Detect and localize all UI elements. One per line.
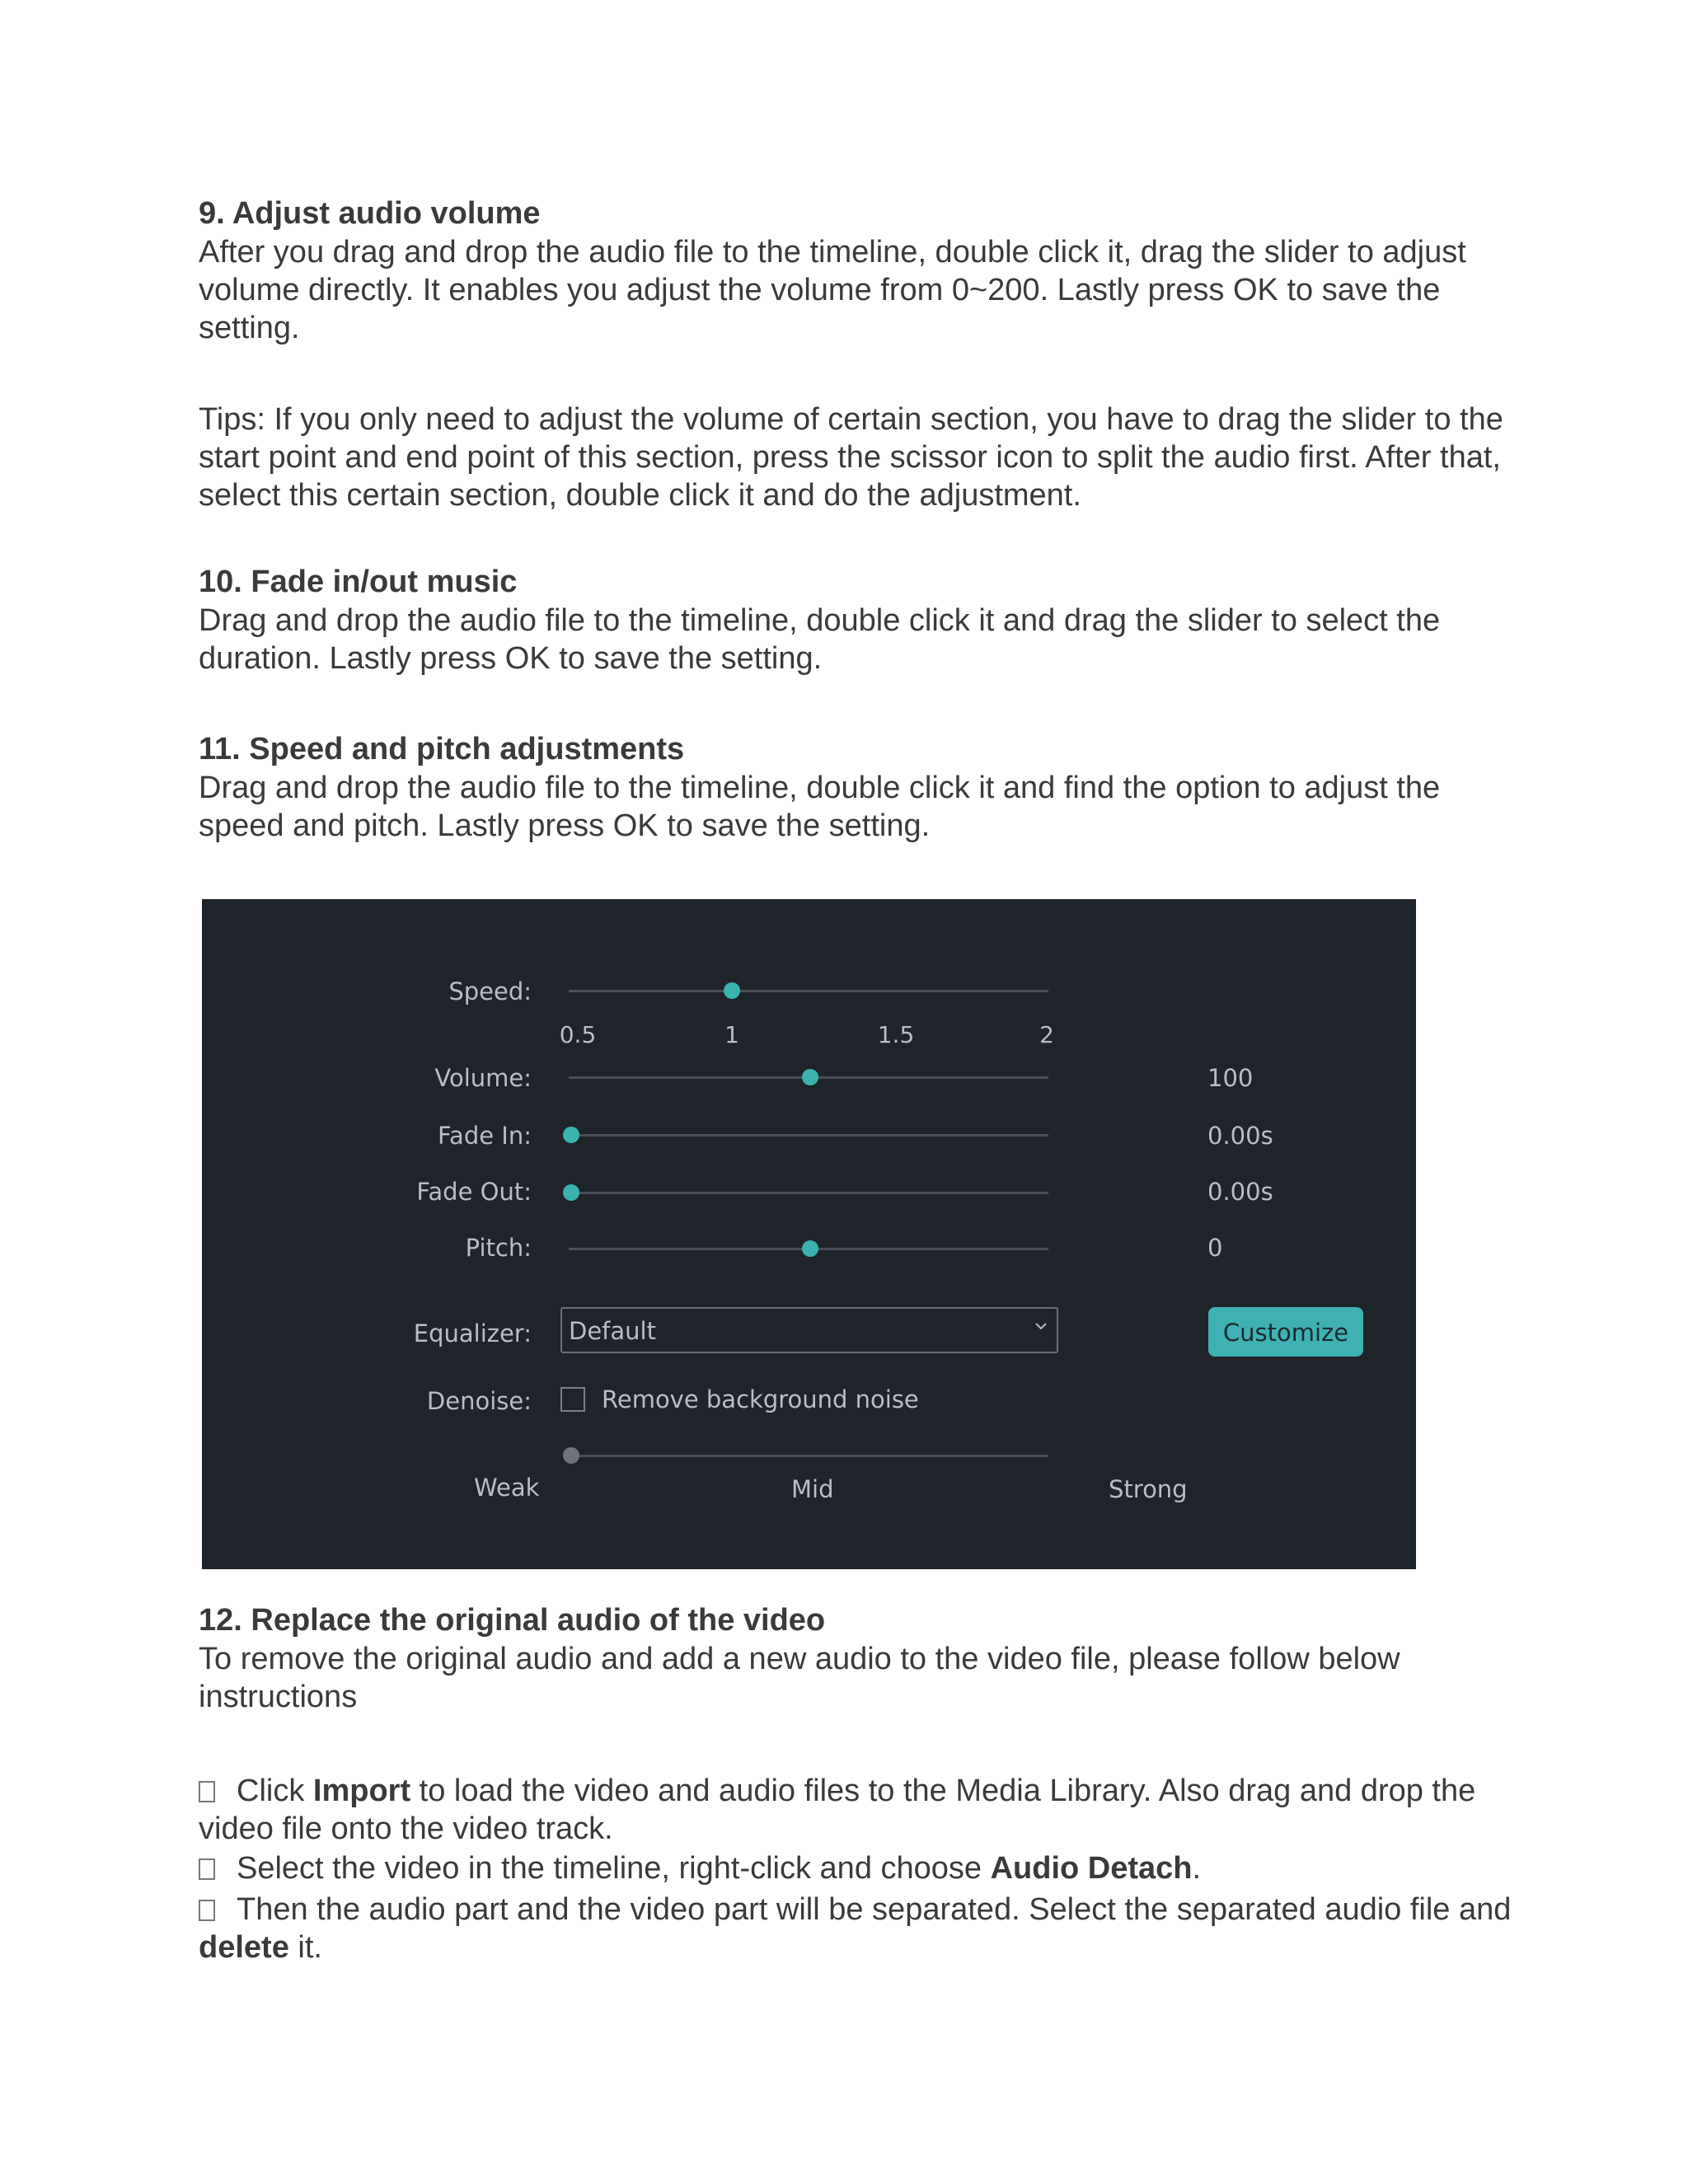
heading-adjust-volume: 9. Adjust audio volume (199, 196, 541, 231)
heading-speed-pitch: 11. Speed and pitch adjustments (199, 732, 685, 766)
bullet-box-icon (199, 1781, 215, 1802)
fadeout-value: 0.00s (1207, 1178, 1273, 1206)
step2-text: Select the video in the timeline, right-click and choose (237, 1851, 991, 1886)
denoise-mid-label: Mid (791, 1475, 834, 1503)
remove-noise-checkbox[interactable] (560, 1387, 585, 1412)
audio-settings-panel (202, 899, 1416, 1569)
heading-fade: 10. Fade in/out music (199, 565, 518, 599)
pitch-value: 0 (1207, 1234, 1223, 1262)
speed-tick-1-5: 1.5 (877, 1021, 915, 1048)
fadeout-slider-track[interactable] (569, 1192, 1048, 1194)
bullet-box-icon (199, 1900, 215, 1921)
pitch-label: Pitch: (465, 1234, 532, 1262)
para-tips: Tips: If you only need to adjust the volume of certain section, you have to drag the slider to the start point and end point of this section, press the scissor icon to split the audio first. After that, select this certain section, double click it and do the adjustment. (199, 402, 1503, 513)
customize-button[interactable]: Customize (1208, 1307, 1363, 1357)
step1-bold: Import (312, 1774, 411, 1808)
para-fade: Drag and drop the audio file to the timeline, double click it and drag the slider to select the duration. Lastly press OK to save the setting. (199, 603, 1441, 676)
pitch-slider-handle[interactable] (802, 1240, 818, 1257)
section-fade (199, 563, 1517, 677)
step3-text-end: it. (288, 1930, 322, 1965)
denoise-slider-handle[interactable] (563, 1447, 579, 1464)
volume-label: Volume: (434, 1064, 532, 1092)
step3-bold: delete (199, 1930, 289, 1965)
steps-list (199, 1772, 1517, 1966)
fadein-value: 0.00s (1207, 1122, 1273, 1150)
section-adjust-volume (199, 194, 1517, 347)
section-tips (199, 401, 1517, 514)
fadein-label: Fade In: (438, 1122, 532, 1150)
speed-label: Speed: (448, 977, 532, 1005)
volume-value: 100 (1207, 1064, 1254, 1092)
step1-text: Click (237, 1774, 313, 1808)
list-item (199, 1772, 1517, 1848)
speed-slider-handle[interactable] (724, 982, 740, 999)
step2-bold: Audio Detach (990, 1851, 1193, 1886)
speed-slider-track[interactable] (569, 990, 1048, 992)
step1-text-end: to load the video and audio files to the Media Library. Also drag and drop the video file onto the video track. (199, 1774, 1476, 1846)
para-replace-audio: To remove the original audio and add a new audio to the video file, please follow below instructions (199, 1642, 1400, 1714)
fadein-slider-track[interactable] (569, 1134, 1048, 1137)
heading-replace-audio: 12. Replace the original audio of the video (199, 1603, 826, 1638)
remove-noise-label: Remove background noise (602, 1385, 919, 1413)
denoise-weak-label: Weak (474, 1474, 540, 1502)
section-replace-audio (199, 1601, 1517, 1716)
section-speed-pitch (199, 730, 1517, 845)
chevron-down-icon (1035, 1320, 1047, 1332)
equalizer-selected-value: Default (569, 1317, 656, 1345)
denoise-strong-label: Strong (1109, 1475, 1188, 1503)
speed-tick-2: 2 (1039, 1021, 1054, 1048)
denoise-label: Denoise: (426, 1387, 532, 1415)
fadein-slider-handle[interactable] (563, 1127, 579, 1143)
volume-slider-handle[interactable] (802, 1069, 818, 1085)
equalizer-select[interactable] (560, 1307, 1058, 1353)
step3-text: Then the audio part and the video part will be separated. Select the separated audio file and (237, 1892, 1512, 1927)
speed-tick-0-5: 0.5 (559, 1021, 597, 1048)
fadeout-slider-handle[interactable] (563, 1184, 579, 1201)
step2-text-end: . (1192, 1851, 1202, 1886)
denoise-slider-track[interactable] (569, 1455, 1048, 1457)
speed-tick-1: 1 (724, 1021, 739, 1048)
fadeout-label: Fade Out: (416, 1178, 532, 1206)
list-item (199, 1849, 1517, 1887)
list-item (199, 1891, 1517, 1966)
equalizer-label: Equalizer: (413, 1319, 532, 1347)
bullet-box-icon (199, 1858, 215, 1880)
para-adjust-volume: After you drag and drop the audio file to the timeline, double click it, drag the slider to adjust volume directly. It enables you adjust the volume from 0~200. Lastly press OK to save the setting. (199, 235, 1466, 345)
para-speed-pitch: Drag and drop the audio file to the timeline, double click it and find the option to adjust the speed and pitch. Lastly press OK to save the setting. (199, 771, 1441, 843)
